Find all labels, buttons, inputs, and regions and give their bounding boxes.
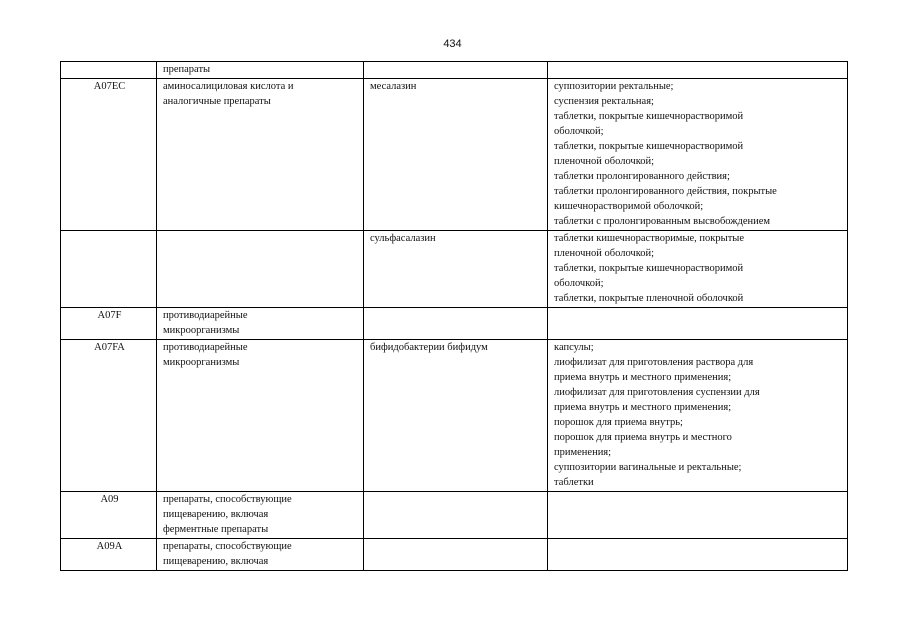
atc-code-cell (61, 62, 157, 79)
substance-cell (364, 308, 548, 340)
table-row (61, 79, 848, 231)
dosage-forms-line: таблетки, покрытые кишечнорастворимой (554, 141, 744, 152)
anatomic-group-line: пищеварению, включая (163, 556, 269, 567)
atc-code-cell (61, 340, 157, 492)
dosage-forms-line: таблетки, покрытые кишечнорастворимой (554, 263, 744, 274)
dosage-forms-line: лиофилизат для приготовления суспензии для (554, 387, 760, 398)
dosage-forms-cell (548, 539, 848, 571)
dosage-forms-line: порошок для приема внутрь и местного (554, 432, 732, 443)
table-body (61, 62, 848, 571)
anatomic-group-line: аналогичные препараты (163, 96, 271, 107)
table-row (61, 492, 848, 539)
anatomic-group-cell (157, 79, 364, 231)
dosage-forms-line: оболочкой; (554, 278, 604, 289)
dosage-forms-line: таблетки кишечнорастворимые, покрытые (554, 233, 744, 244)
substance-cell (364, 231, 548, 308)
substance-cell (364, 492, 548, 539)
substance-line: сульфасалазин (370, 233, 436, 244)
dosage-forms-line: таблетки пролонгированного действия, покрытые (554, 186, 777, 197)
anatomic-group-cell (157, 308, 364, 340)
dosage-forms-cell (548, 340, 848, 492)
dosage-forms-cell (548, 492, 848, 539)
drug-table (60, 61, 848, 571)
table-row (61, 340, 848, 492)
table-row (61, 231, 848, 308)
dosage-forms-line: приема внутрь и местного применения; (554, 372, 732, 383)
anatomic-group-line: пищеварению, включая (163, 509, 269, 520)
atc-code-cell (61, 231, 157, 308)
dosage-forms-line: таблетки (554, 477, 594, 488)
table-row (61, 539, 848, 571)
anatomic-group-cell (157, 231, 364, 308)
atc-code-cell (61, 308, 157, 340)
dosage-forms-cell (548, 79, 848, 231)
anatomic-group-cell (157, 492, 364, 539)
dosage-forms-line: капсулы; (554, 342, 594, 353)
dosage-forms-line: таблетки с пролонгированным высвобождением (554, 216, 771, 227)
dosage-forms-line: порошок для приема внутрь; (554, 417, 683, 428)
dosage-forms-line: суспензия ректальная; (554, 96, 654, 107)
dosage-forms-line: суппозитории вагинальные и ректальные; (554, 462, 742, 473)
dosage-forms-cell (548, 231, 848, 308)
atc-code-text: A09 (100, 494, 119, 505)
atc-code-cell (61, 539, 157, 571)
dosage-forms-line: пленочной оболочкой; (554, 248, 655, 259)
anatomic-group-line: ферментные препараты (163, 524, 269, 535)
anatomic-group-cell (157, 340, 364, 492)
anatomic-group-cell (157, 539, 364, 571)
table-row (61, 308, 848, 340)
dosage-forms-line: пленочной оболочкой; (554, 156, 655, 167)
dosage-forms-line: суппозитории ректальные; (554, 81, 674, 92)
anatomic-group-line: противодиарейные (163, 310, 248, 321)
dosage-forms-line: кишечнорастворимой оболочкой; (554, 201, 704, 212)
anatomic-group-line: аминосалициловая кислота и (163, 81, 294, 92)
substance-line: бифидобактерии бифидум (370, 342, 488, 353)
dosage-forms-line: таблетки, покрытые пленочной оболочкой (554, 293, 744, 304)
atc-code-text: A07EC (93, 81, 126, 92)
anatomic-group-line: микроорганизмы (163, 357, 240, 368)
dosage-forms-line: применения; (554, 447, 612, 458)
substance-line: месалазин (370, 81, 417, 92)
dosage-forms-line: лиофилизат для приготовления раствора для (554, 357, 754, 368)
atc-code-cell (61, 492, 157, 539)
substance-cell (364, 62, 548, 79)
table-row (61, 62, 848, 79)
dosage-forms-line: приема внутрь и местного применения; (554, 402, 732, 413)
page-number: 434 (443, 38, 462, 50)
dosage-forms-line: оболочкой; (554, 126, 604, 137)
dosage-forms-cell (548, 308, 848, 340)
anatomic-group-line: микроорганизмы (163, 325, 240, 336)
substance-cell (364, 340, 548, 492)
dosage-forms-cell (548, 62, 848, 79)
atc-code-text: A07F (97, 310, 122, 321)
anatomic-group-line: препараты, способствующие (163, 494, 292, 505)
anatomic-group-line: препараты, способствующие (163, 541, 292, 552)
dosage-forms-line: таблетки, покрытые кишечнорастворимой (554, 111, 744, 122)
anatomic-group-line: противодиарейные (163, 342, 248, 353)
anatomic-group-cell (157, 62, 364, 79)
anatomic-group-line: препараты (163, 64, 211, 75)
dosage-forms-line: таблетки пролонгированного действия; (554, 171, 730, 182)
atc-code-text: A07FA (94, 342, 125, 353)
substance-cell (364, 539, 548, 571)
substance-cell (364, 79, 548, 231)
atc-code-cell (61, 79, 157, 231)
atc-code-text: A09A (96, 541, 123, 552)
